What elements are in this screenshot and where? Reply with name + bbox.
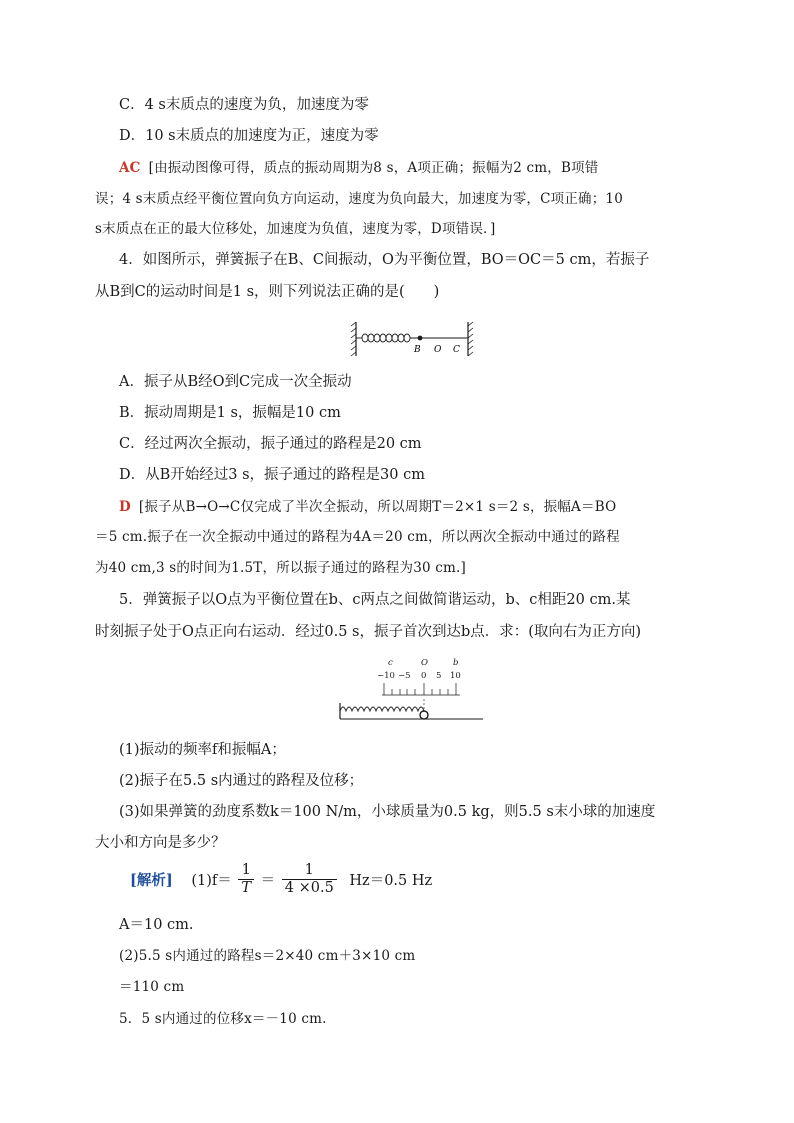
label-o: O	[434, 345, 442, 355]
fraction-num-1: 1	[238, 862, 254, 880]
label-c-top: c	[388, 658, 393, 668]
scale-oscillator-figure	[335, 655, 485, 725]
label-o-top: O	[421, 658, 428, 668]
label-b-top: b	[453, 658, 459, 668]
scale-0: 0	[421, 671, 427, 681]
ball	[420, 711, 428, 719]
answer-4-line-3: 为40 cm,3 s的时间为1.5T，所以振子通过的路程为30 cm.]	[95, 560, 466, 576]
answer-3-line-3: s末质点在正的最大位移处，加速度为负值，速度为零，D项错误．]	[95, 221, 496, 237]
scale-minus-5: −5	[398, 671, 411, 681]
solution-amplitude: A＝10 cm.	[119, 917, 194, 933]
question-4-option-d: D．从B开始经过3 s，振子通过的路程是30 cm	[119, 467, 425, 483]
answer-3-text-1: [由振动图像可得，质点的振动周期为8 s，A项正确；振幅为2 cm，B项错	[148, 160, 599, 176]
question-4-option-a: A．振子从B经O到C完成一次全振动	[119, 374, 352, 390]
answer-4-text-1: [振子从B→O→C仅完成了半次全振动，所以周期T＝2×1 s＝2 s，振幅A＝BO	[138, 499, 617, 515]
answer-4-line-2: ＝5 cm.振子在一次全振动中通过的路程为4A＝20 cm，所以两次全振动中通过的路程	[95, 529, 620, 545]
option-d-prev: D．10 s末质点的加速度为正，速度为零	[119, 128, 379, 144]
label-c: C	[453, 345, 460, 355]
fraction-1-over-4x05	[282, 862, 337, 897]
question-5-line-2: 时刻振子处于O点正向右运动．经过0.5 s，振子首次到达b点．求：(取向右为正方向)	[95, 624, 642, 640]
answer-3-key: AC	[119, 160, 141, 176]
question-5-line-1: 5．弹簧振子以O点为平衡位置在b、c两点之间做简谐运动，b、c相距20 cm.某	[119, 592, 631, 608]
question-4-option-c: C．经过两次全振动，振子通过的路程是20 cm	[119, 436, 422, 452]
label-b: B	[414, 345, 421, 355]
fraction-den-t: T	[241, 880, 252, 896]
solution-tag: [解析]	[130, 872, 173, 889]
solution-path-1: (2)5.5 s内通过的路程s＝2×40 cm＋3×10 cm	[119, 948, 416, 964]
answer-4-line-1	[119, 497, 724, 517]
answer-4-key: D	[119, 499, 131, 515]
answer-3-line-2: 误；4 s末质点经平衡位置向负方向运动，速度为负向最大，加速度为零，C项正确；10	[95, 191, 624, 207]
question-5-part-2: (2)振子在5.5 s内通过的路程及位移；	[119, 773, 364, 789]
spring-oscillator-figure	[350, 318, 475, 360]
scale-10: 10	[450, 671, 461, 681]
freq-result: Hz＝0.5 Hz	[349, 873, 433, 889]
question-5-part-3: (3)如果弹簧的劲度系数k＝100 N/m，小球质量为0.5 kg，则5.5 s末小球的加速度	[119, 804, 656, 820]
freq-prefix: (1)f＝	[191, 873, 232, 889]
question-4-option-b: B．振动周期是1 s，振幅是10 cm	[119, 405, 341, 421]
option-c-prev: C．4 s末质点的速度为负，加速度为零	[119, 97, 369, 113]
solution-displacement: 5．5 s内通过的位移x＝－10 cm.	[119, 1011, 327, 1027]
question-5-part-1: (1)振动的频率f和振幅A；	[119, 742, 286, 758]
oscillator-ball	[418, 336, 423, 341]
question-5-part-3-cont: 大小和方向是多少？	[95, 835, 226, 851]
answer-3-line-1	[119, 158, 724, 178]
question-4-line-2: 从B到C的运动时间是1 s，则下列说法正确的是( )	[95, 284, 440, 300]
fraction-1-over-t	[238, 862, 254, 897]
solution-path-2: ＝110 cm	[119, 979, 185, 995]
question-4-line-1: 4．如图所示，弹簧振子在B、C间振动，O为平衡位置，BO＝OC＝5 cm，若振子	[119, 252, 650, 268]
scale-minus-10: −10	[377, 671, 395, 681]
fraction-den-4x05: 4 ×0.5	[284, 880, 334, 896]
fraction-num-2: 1	[282, 862, 337, 880]
solution-frequency-line: [解析] (1)f＝ $\frac{1}{T}$ ＝ $\frac{1}{4 \times 0.5}$ Hz＝0.5 Hz	[130, 862, 433, 896]
scale-5: 5	[436, 671, 442, 681]
